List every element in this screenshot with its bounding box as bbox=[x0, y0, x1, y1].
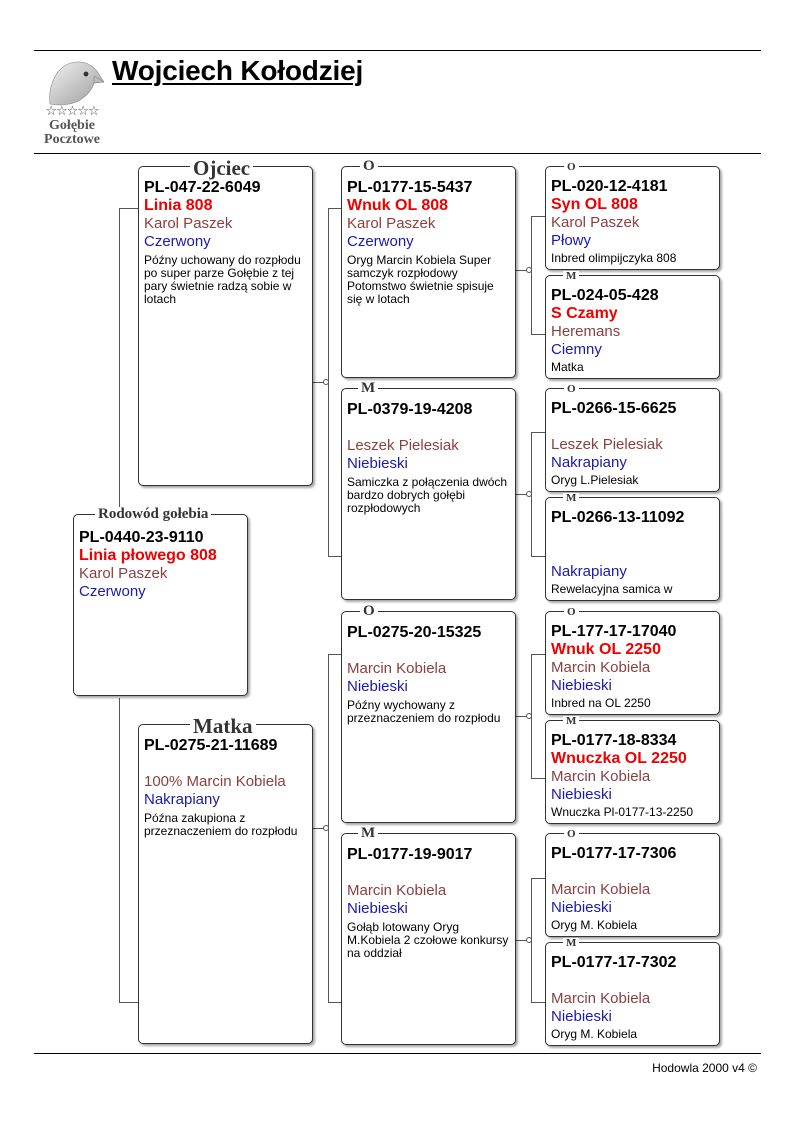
mmm-label: M bbox=[563, 938, 579, 949]
connector bbox=[531, 334, 545, 335]
mff-card[interactable] bbox=[545, 611, 720, 715]
subject-color: Czerwony bbox=[79, 583, 146, 600]
ff-color: Czerwony bbox=[347, 233, 414, 250]
ff-ring: PL-0177-15-5437 bbox=[347, 179, 473, 196]
subject-breeder: Karol Paszek bbox=[79, 565, 168, 582]
father-card[interactable] bbox=[138, 166, 313, 486]
mfm-ring: PL-0177-18-8334 bbox=[551, 732, 677, 749]
mmm-ring: PL-0177-17-7302 bbox=[551, 954, 677, 971]
mff-color: Niebieski bbox=[551, 677, 612, 694]
mother-color: Nakrapiany bbox=[144, 791, 220, 808]
ff-card[interactable] bbox=[341, 166, 516, 378]
fmm-label: M bbox=[563, 493, 579, 504]
ffm-card[interactable] bbox=[545, 275, 720, 379]
connector bbox=[531, 778, 545, 779]
mf-breeder: Marcin Kobiela bbox=[347, 660, 447, 677]
father-ring: PL-047-22-6049 bbox=[144, 179, 261, 196]
connector bbox=[328, 208, 342, 209]
mmf-label: O bbox=[564, 829, 579, 840]
mm-card[interactable] bbox=[341, 833, 516, 1045]
mother-breeder: 100% Marcin Kobiela bbox=[144, 773, 286, 790]
father-note: Późny uchowany do rozpłodu po super parze Gołębie z tej pary świetnie radzą sobie w lotach bbox=[144, 253, 301, 306]
fmm-ring: PL-0266-13-11092 bbox=[551, 509, 685, 526]
mmm-note: Oryg M. Kobiela bbox=[551, 1027, 638, 1041]
mfm-card[interactable] bbox=[545, 720, 720, 824]
fmf-note: Oryg L.Pielesiak bbox=[551, 473, 639, 487]
logo-line-1: Gołębie bbox=[49, 118, 95, 133]
ffm-note: Matka bbox=[551, 360, 584, 374]
fmf-label: O bbox=[564, 384, 579, 395]
fff-label: O bbox=[564, 162, 579, 173]
pigeon-head-icon bbox=[42, 56, 104, 106]
fff-card[interactable] bbox=[545, 166, 720, 270]
mother-note: Późna zakupiona z przeznaczeniem do rozpłodu bbox=[144, 811, 298, 838]
connector-knob bbox=[526, 713, 532, 719]
ff-breeder: Karol Paszek bbox=[347, 215, 436, 232]
mmf-color: Niebieski bbox=[551, 899, 612, 916]
connector bbox=[328, 556, 342, 557]
fff-note: Inbred olimpijczyka 808 bbox=[551, 251, 677, 265]
ffm-breeder: Heremans bbox=[551, 323, 621, 340]
connector bbox=[531, 1002, 545, 1003]
mm-note: Gołąb lotowany Oryg M.Kobiela 2 czołowe konkursy na oddział bbox=[347, 920, 509, 960]
fff-breeder: Karol Paszek bbox=[551, 214, 640, 231]
ff-label: O bbox=[360, 159, 378, 174]
fff-name: Syn OL 808 bbox=[551, 196, 638, 213]
mother-ring: PL-0275-21-11689 bbox=[144, 737, 278, 754]
connector bbox=[119, 208, 139, 209]
logo bbox=[36, 56, 108, 148]
mmm-card[interactable] bbox=[545, 942, 720, 1046]
mf-ring: PL-0275-20-15325 bbox=[347, 624, 482, 641]
father-color: Czerwony bbox=[144, 233, 211, 250]
footer-rule bbox=[34, 1053, 761, 1054]
mf-label: O bbox=[360, 604, 378, 619]
mfm-label: M bbox=[563, 716, 579, 727]
logo-stars: ☆☆☆☆☆ bbox=[45, 104, 99, 119]
mfm-name: Wnuczka OL 2250 bbox=[551, 750, 687, 767]
fff-ring: PL-020-12-4181 bbox=[551, 178, 668, 195]
mmm-color: Niebieski bbox=[551, 1008, 612, 1025]
fff-color: Płowy bbox=[551, 232, 592, 249]
fmf-ring: PL-0266-15-6625 bbox=[551, 400, 677, 417]
connector bbox=[531, 432, 545, 433]
connector-knob bbox=[526, 937, 532, 943]
father-name: Linia 808 bbox=[144, 197, 213, 214]
mm-ring: PL-0177-19-9017 bbox=[347, 846, 473, 863]
mf-note: Późny wychowany z przeznaczeniem do rozpłodu bbox=[347, 698, 501, 725]
connector-knob bbox=[323, 379, 329, 385]
fmm-card[interactable] bbox=[545, 497, 720, 601]
fm-label: M bbox=[358, 381, 378, 396]
mfm-breeder: Marcin Kobiela bbox=[551, 768, 651, 785]
connector bbox=[328, 1002, 342, 1003]
mfm-color: Niebieski bbox=[551, 786, 612, 803]
logo-line-2: Pocztowe bbox=[44, 132, 100, 147]
header-bottom-rule bbox=[34, 153, 761, 154]
mmf-note: Oryg M. Kobiela bbox=[551, 918, 638, 932]
fm-color: Niebieski bbox=[347, 455, 408, 472]
ffm-color: Ciemny bbox=[551, 341, 602, 358]
footer-text: Hodowla 2000 v4 © bbox=[652, 1061, 757, 1075]
mm-color: Niebieski bbox=[347, 900, 408, 917]
mmf-ring: PL-0177-17-7306 bbox=[551, 845, 677, 862]
connector-knob bbox=[323, 825, 329, 831]
mm-label: M bbox=[358, 826, 378, 841]
logo-brand bbox=[36, 119, 108, 147]
header-top-rule bbox=[34, 50, 761, 51]
ffm-ring: PL-024-05-428 bbox=[551, 287, 659, 304]
ff-name: Wnuk OL 808 bbox=[347, 197, 449, 214]
connector bbox=[531, 878, 545, 879]
subject-card[interactable] bbox=[73, 514, 248, 696]
connector-knob bbox=[526, 267, 532, 273]
mfm-note: Wnuczka Pl-0177-13-2250 bbox=[551, 805, 694, 819]
ffm-name: S Czamy bbox=[551, 305, 618, 322]
mf-card[interactable] bbox=[341, 611, 516, 823]
connector bbox=[531, 654, 545, 655]
fm-breeder: Leszek Pielesiak bbox=[347, 437, 459, 454]
mff-label: O bbox=[564, 607, 579, 618]
mmf-card[interactable] bbox=[545, 833, 720, 937]
ffm-label: M bbox=[563, 271, 579, 282]
connector bbox=[119, 208, 120, 524]
mff-ring: PL-177-17-17040 bbox=[551, 623, 677, 640]
owner-name: Wojciech Kołodziej bbox=[112, 55, 364, 86]
mmf-breeder: Marcin Kobiela bbox=[551, 881, 651, 898]
mm-breeder: Marcin Kobiela bbox=[347, 882, 447, 899]
fm-note: Samiczka z połączenia dwóch bardzo dobrych gołębi rozpłodowych bbox=[347, 475, 508, 515]
subject-label: Rodowód gołebia bbox=[95, 507, 211, 522]
fmf-card[interactable] bbox=[545, 388, 720, 492]
mff-note: Inbred na OL 2250 bbox=[551, 696, 651, 710]
fmf-breeder: Leszek Pielesiak bbox=[551, 436, 663, 453]
subject-name: Linia płowego 808 bbox=[79, 547, 217, 564]
connector bbox=[531, 216, 545, 217]
fm-ring: PL-0379-19-4208 bbox=[347, 401, 473, 418]
fmm-note: Rewelacyjna samica w bbox=[551, 582, 673, 596]
mff-name: Wnuk OL 2250 bbox=[551, 641, 661, 658]
connector bbox=[531, 216, 532, 334]
connector bbox=[119, 1002, 139, 1003]
connector bbox=[328, 654, 342, 655]
connector bbox=[119, 698, 120, 1002]
mmm-breeder: Marcin Kobiela bbox=[551, 990, 651, 1007]
fm-card[interactable] bbox=[341, 388, 516, 600]
mff-breeder: Marcin Kobiela bbox=[551, 659, 651, 676]
subject-ring: PL-0440-23-9110 bbox=[79, 529, 204, 546]
father-breeder: Karol Paszek bbox=[144, 215, 233, 232]
father-label: Ojciec bbox=[190, 158, 253, 179]
fmf-color: Nakrapiany bbox=[551, 454, 627, 471]
mother-label: Matka bbox=[190, 716, 256, 737]
mf-color: Niebieski bbox=[347, 678, 408, 695]
connector-knob bbox=[526, 491, 532, 497]
mother-card[interactable] bbox=[138, 724, 313, 1044]
connector bbox=[531, 556, 545, 557]
fmm-color: Nakrapiany bbox=[551, 563, 627, 580]
ff-note: Oryg Marcin Kobiela Super samczyk rozpłodowy Potomstwo świetnie spisuje się w lotach bbox=[347, 253, 494, 306]
